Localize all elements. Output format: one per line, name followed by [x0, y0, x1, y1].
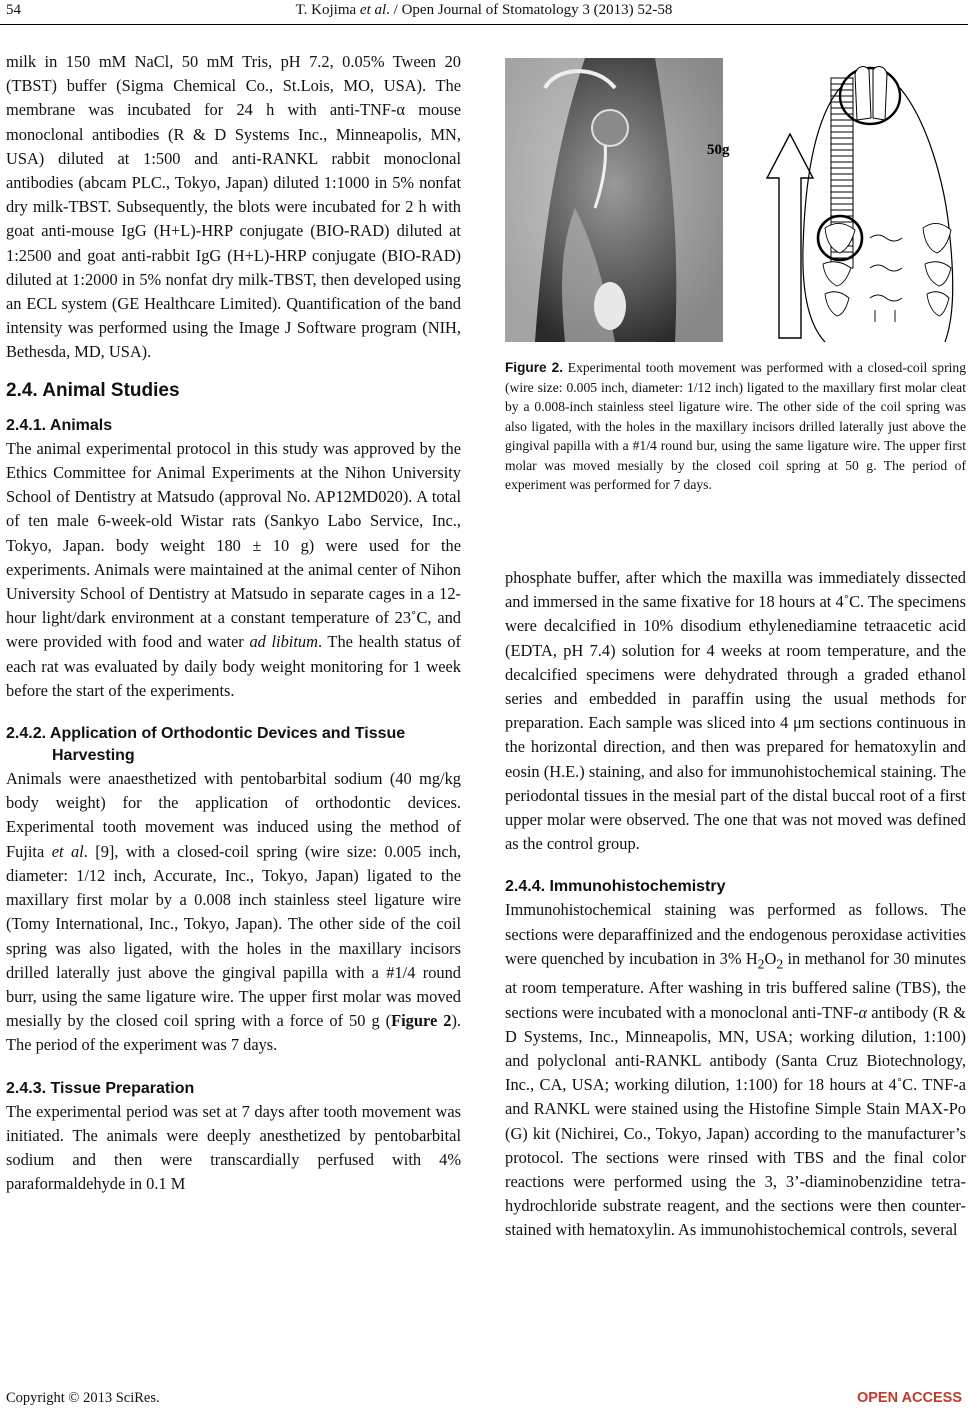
open-access-label[interactable]: OPEN ACCESS [856, 1390, 962, 1406]
molars-right [923, 223, 951, 316]
text-run: . The health status of each rat was evaluated by daily body weight monitoring for 1 week before the start of the experiments. [6, 632, 461, 700]
text-run: The animal experimental protocol in this study was approved by the Ethics Committee for Animal Experiments at the Nihon University School of Dentistry at Matsudo (approval No. AP12MD020). A total of ten male 6-week-old Wistar rats (Sankyo Labo Service, Inc., Tokyo, Japan. body weight 180 ± 10 g) were used for the experiments. Animals were maintained at the animal center of Nihon University School of Dentistry at Matsudo in separate cages in a 12-hour light/dark environment at a constant temperature of 23˚C, and were provided with food and water [6, 438, 461, 652]
text-run: . [9], with a closed-coil spring (wire size: 0.005 inch, diameter: 1/12 inch, Accurate, Inc., Tokyo, Japan) ligated to the maxillary first molar by a 0.008 inch stainless steel ligature wire (Tomy International, Inc., Tokyo, Japan). The other side of the coil spring was also ligated, with the holes in the maxillary incisors drilled laterally just above the gingival papilla with a #1/4 round burr, using the same ligature wire. The upper first molar was moved mesially by the closed coil spring with a force of 50 g ( [6, 841, 461, 1031]
force-label: 50g [707, 142, 730, 158]
text-run: antibody (R & D Systems, Inc., Minneapolis, MN, USA; working dilution, 1:100) and polyclonal anti-RANKL antibody (Santa Cruz Biotechnology, Inc., CA, USA; working dilution, 1:100) for 18 hours at 4˚C. TNF-a and RANKL were stained using the Histofine Simple Stain MAX-Po (G) kit (Nichirei, Co., Tokyo, Japan) according to the manufacturer’s protocol. The sections were rinsed with TBS and the final color reactions were performed using the 3, 3’-diaminobenzidine tetra-hydrochloride substrate reagent, and the sections were then counter-stained with hematoxylin. As immunohistochemical controls, several [505, 1002, 966, 1240]
paragraph-animals [6, 437, 461, 703]
figure-reference[interactable]: Figure 2 [391, 1011, 452, 1031]
text-run: Immunohistochemical staining was performed as follows. The sections were deparaffinized and the endogenous peroxidase activities were quenched by incubation in 3% H [505, 900, 966, 968]
subscript: 2 [776, 956, 784, 972]
text-run: O [764, 948, 777, 968]
subsection-title-immunohistochemistry: 2.4.4. Immunohistochemistry [505, 878, 726, 896]
running-head-authors: T. Kojima [295, 2, 360, 18]
subscript: 2 [757, 956, 765, 972]
paragraph-devices [6, 767, 461, 1057]
caption-label: Figure 2. [505, 360, 564, 375]
text-run-italic: ad libitum [249, 632, 318, 652]
rat-mouth-photo [505, 58, 723, 342]
paragraph-tissue-continued: phosphate buffer, after which the maxilla was immediately dissected and immersed in the same fixative for 18 hours at 4˚C. The specimens were decalcified in 10% disodium ethylenediamine tetraacetic acid (EDTA, pH 7.4) solution for 4 weeks at room temperature, and the decalcified specimens were dehydrated through a graded ethanol series and embedded in paraffin using the usual methods for preparation. Each sample was sliced into 4 μm sections continuous in the horizontal direction, and then was prepared for hematoxylin and eosin (H.E.) staining, and also for immunohistochemical staining. The periodontal tissues in the mesial part of the distal buccal root of a first upper molar were observed. The one that was not moved was defined as the control group. [505, 568, 966, 854]
text-run: ). The period of the experiment was 7 days. [6, 1011, 461, 1055]
running-head-journal: . / Open Journal of Stomatology 3 (2013) 52-58 [386, 2, 673, 18]
text-run-italic: et al [51, 841, 84, 861]
subsection-title-devices [6, 723, 461, 767]
direction-arrow-icon [767, 134, 813, 338]
right-column [505, 566, 966, 1243]
paragraph-western-blot: milk in 150 mM NaCl, 50 mM Tris, pH 7.2, 0.05% Tween 20 (TBST) buffer (Sigma Chemical Co., St.Lois, MO, USA). The membrane was incubated for 24 h with anti-TNF-α mouse monoclonal antibodies (R & D Systems Inc., Minneapolis, MN, USA) diluted at 1:500 and anti-RANKL rabbit monoclonal antibodies (abcam PLC., Tokyo, Japan) diluted 1:1000 in 5% nonfat dry milk-TBST. Subsequently, the blots were incubated for 2 h with goat anti-mouse IgG (H+L)-HRP conjugate (BIO-RAD) diluted at 1:2500 and goat anti-rabbit IgG (H+L)-HRP conjugate (BIO-RAD) diluted at 1:2000 in 5% nonfat dry milk-TBST, then developed using an ECL system (GE Healthcare Limited). Quantification of the band intensity was performed using the Image J Software program (NIH, Bethesda, MD, USA). [6, 52, 461, 362]
copyright: Copyright © 2013 SciRes. [6, 1390, 160, 1406]
text-run: in methanol for 30 minutes at room temperature. After washing in tris buffered saline (TBS), the sections were incubated with a monoclonal anti-TNF- [505, 948, 966, 1022]
figure-2 [505, 58, 966, 342]
paragraph-tissue-preparation: The experimental period was set at 7 days after tooth movement was initiated. The animals were deeply anesthetized by pentobarbital sodium and then were transcardially perfused with 4% paraformaldehyde in 0.1 M [6, 1101, 461, 1194]
header-rule [0, 24, 968, 25]
left-column [6, 50, 461, 1196]
tooth-movement-diagram [707, 58, 966, 342]
section-title-animal-studies: 2.4. Animal Studies [6, 379, 180, 401]
text-run-italic: α [858, 1002, 868, 1022]
subsection-title-line: 2.4.2. Application of Orthodontic Devices and Tissue [6, 725, 406, 743]
paragraph-immunohistochemistry [505, 898, 966, 1242]
text-run: Animals were anaesthetized with pentobarbital sodium (40 mg/kg body weight) for the application of orthodontic devices. Experimental tooth movement was induced using the method of Fujita [6, 769, 461, 861]
page-number: 54 [6, 2, 21, 18]
subsection-title-line: Harvesting [52, 747, 135, 765]
subsection-title-animals: 2.4.1. Animals [6, 416, 113, 434]
palatal-rugae [870, 235, 902, 322]
running-head-etal: et al [359, 2, 387, 18]
subsection-title-tissue-preparation: 2.4.3. Tissue Preparation [6, 1079, 195, 1097]
molars-left [818, 216, 862, 316]
running-head [0, 2, 968, 19]
caption-text: Experimental tooth movement was performed with a closed-coil spring (wire size: 0.005 inch, diameter: 1/12 inch) ligated to the maxillary first molar cleat by a 0.008-inch stainless steel ligature wire. The other side of the coil spring was also ligated, with the holes in the maxillary incisors drilled laterally just above the gingival papilla with a #1/4 round bur, using the same ligature wire. The upper first molar was moved mesially by the closed coil spring at 50 g. The period of experiment was performed for 7 days. [505, 360, 966, 492]
photo-illustration [505, 58, 723, 342]
figure-2-caption [505, 358, 966, 495]
